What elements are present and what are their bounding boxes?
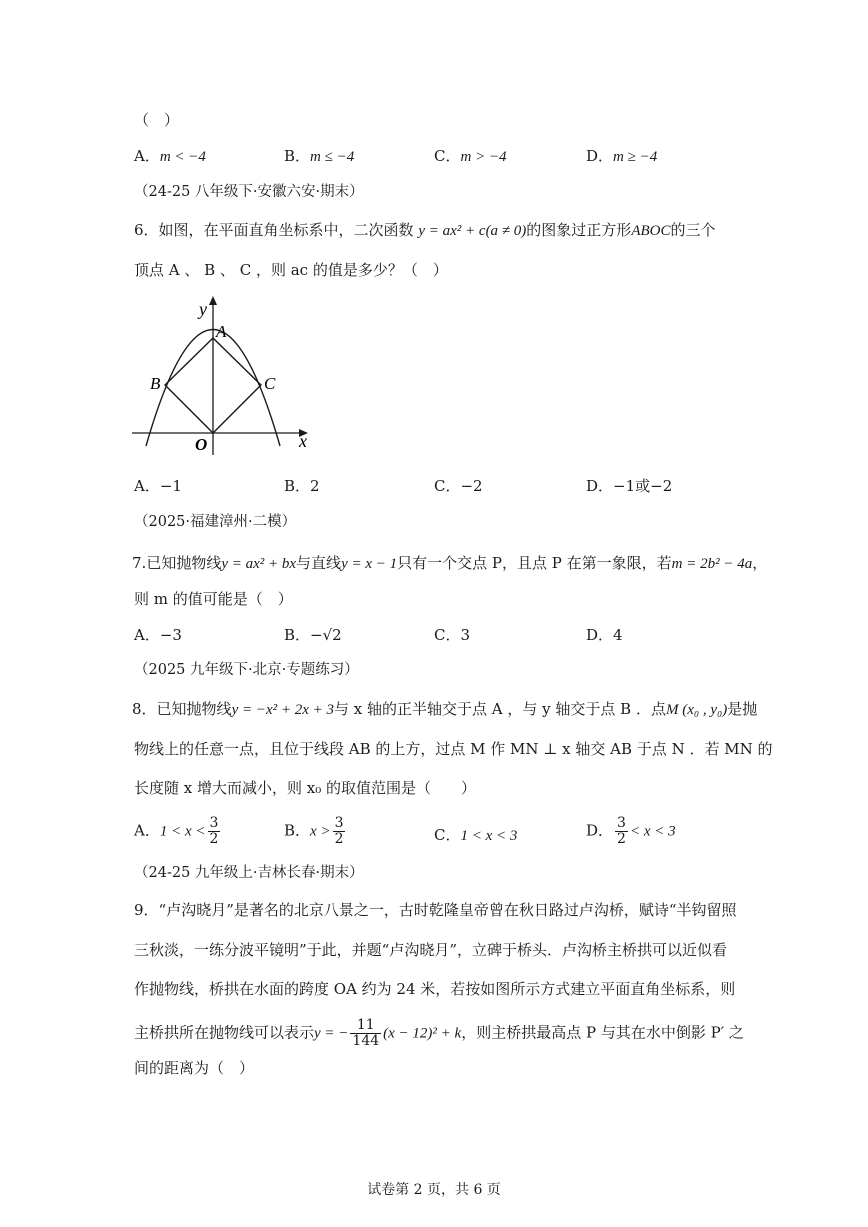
option-label: D． [586, 477, 614, 495]
q6-option-d [586, 475, 672, 497]
fraction-denominator: 144 [352, 1033, 380, 1049]
q7-text: ， [752, 554, 768, 572]
q9-text: ，则主桥拱最高点 P 与其在水中倒影 P′ 之 [461, 1023, 744, 1042]
q7-text: 只有一个交点 P，且点 P 在第一象限，若 [397, 554, 672, 572]
q6-text: 的三个 [670, 221, 716, 239]
q6-figure [127, 293, 317, 463]
option-label: D． [586, 626, 614, 644]
option-expr: m > −4 [460, 149, 507, 165]
option-label: A． [134, 626, 160, 644]
q7-parabola: y = ax² + bx [221, 556, 297, 572]
option-expr: 3 [460, 626, 471, 644]
q5-option-c [434, 145, 507, 168]
q8-stem-line2: 物线上的任意一点，且位于线段 AB 的上方，过点 M 作 MN ⊥ x 轴交 AB 于点 N ．若 MN 的 [134, 740, 773, 758]
q8-point-m: M (x₀ , y₀) [665, 702, 728, 718]
option-expr: −2 [460, 477, 483, 495]
q8-number: 8． [132, 700, 157, 718]
q9-stem-line4 [134, 1018, 744, 1049]
q6-number: 6． [134, 221, 159, 239]
point-b-label: B [150, 374, 161, 393]
fraction-denominator: 2 [617, 831, 626, 847]
q7-line: y = x − 1 [341, 556, 398, 572]
q5-option-d [586, 145, 657, 168]
q7-option-a [134, 624, 182, 646]
q6-text: 如图，在平面直角坐标系中，二次函数 [158, 221, 414, 239]
option-expr: 2 [310, 477, 320, 495]
q6-condition: (a ≠ 0) [485, 223, 527, 239]
q9-equation-rhs: (x − 12)² + k [383, 1025, 462, 1042]
fraction-numerator: 3 [334, 815, 344, 831]
q6-stem-line1 [134, 219, 716, 242]
q6-source: （24-25 八年级下·安徽六安·期末） [134, 184, 364, 200]
page-footer: 试卷第 2 页，共 6 页 [367, 1182, 501, 1198]
fraction-denominator: 2 [209, 831, 219, 847]
q8-text: 与 x 轴的正半轴交于点 A ，与 y 轴交于点 B ．点 [334, 700, 666, 718]
option-label: B． [284, 477, 311, 495]
q9-number: 9． [134, 901, 159, 919]
y-axis-arrow-icon [209, 296, 217, 305]
option-expr: −√2 [310, 626, 342, 644]
point-c-label: C [264, 374, 276, 393]
q9-stem-line5: 间的距离为（ ） [134, 1059, 255, 1077]
point-o-label: O [195, 435, 208, 454]
q9-stem-line3: 作抛物线，桥拱在水面的跨度 OA 约为 24 米，若按如图所示方式建立平面直角坐标系，则 [134, 980, 736, 998]
q8-stem-line1 [132, 698, 757, 721]
q6-text: 的图象过正方形 [526, 221, 632, 239]
q8-stem-line3: 长度随 x 增大而减小，则 x₀ 的取值范围是（ ） [134, 779, 477, 797]
q9-stem-line2: 三秋淡，一练分波平镜明”于此，并题“卢沟晓月”，立碑于桥头．卢沟桥主桥拱可以近似看 [134, 941, 728, 959]
q7-option-c [434, 624, 470, 646]
option-expr: m < −4 [159, 149, 206, 165]
q5-answer-bracket: （ ） [134, 111, 180, 129]
option-expr: < x < 3 [629, 823, 676, 840]
option-label: C． [434, 626, 461, 644]
q9-fraction [350, 1018, 381, 1049]
option-expr: 4 [613, 626, 623, 644]
fraction-numerator: 3 [617, 815, 626, 831]
q5-option-b [284, 145, 354, 168]
y-axis-label: y [199, 299, 207, 319]
q7-stem-line1 [132, 552, 767, 575]
q5-option-a [134, 145, 206, 168]
option-label: A． [134, 147, 160, 165]
q8-text: 已知抛物线 [156, 700, 232, 718]
q8-option-b [284, 816, 347, 847]
option-expr: x > [310, 823, 331, 840]
x-axis-label: x [299, 431, 307, 451]
q8-option-a [134, 816, 222, 847]
q8-source: （2025 九年级下·北京·专题练习） [134, 662, 359, 678]
q7-option-b [284, 624, 342, 646]
q9-stem-line1 [134, 899, 737, 921]
option-expr: −3 [159, 626, 182, 644]
q7-source: （2025·福建漳州·二模） [134, 514, 297, 530]
fraction [615, 816, 628, 847]
fraction [208, 816, 221, 847]
option-label: D． [586, 821, 614, 840]
q6-option-c [434, 475, 483, 497]
q6-option-b [284, 475, 320, 497]
option-label: B． [284, 147, 311, 165]
fraction-numerator: 3 [209, 815, 219, 831]
q8-option-c [434, 824, 517, 847]
option-expr: m ≥ −4 [613, 149, 658, 165]
option-label: A． [134, 821, 160, 840]
q8-parabola: y = −x² + 2x + 3 [231, 702, 335, 718]
q6-stem-line2: 顶点 A 、 B 、 C ，则 ac 的值是多少？（ ） [134, 261, 448, 279]
q6-square: ABOC [631, 223, 671, 239]
option-label: C． [434, 826, 461, 844]
q7-text: 已知抛物线 [146, 554, 222, 572]
q7-option-d [586, 624, 623, 646]
q9-text: “卢沟晓月”是著名的北京八景之一，古时乾隆皇帝曾在秋日路过卢沟桥，赋诗“半钩留照 [158, 901, 737, 919]
option-expr: 1 < x < [159, 823, 206, 840]
fraction-denominator: 2 [334, 831, 344, 847]
q6-option-a [134, 475, 182, 497]
q6-function: y = ax² + c [418, 223, 486, 239]
q7-stem-line2: 则 m 的值可能是（ ） [134, 590, 293, 608]
option-label: B． [284, 626, 311, 644]
option-expr: −1或−2 [613, 477, 673, 495]
fraction [333, 816, 346, 847]
q7-text: 与直线 [296, 554, 342, 572]
q8-option-d [586, 816, 676, 847]
point-a-label: A [216, 322, 227, 341]
option-label: C． [434, 477, 461, 495]
option-expr: m ≤ −4 [310, 149, 355, 165]
option-expr: 1 < x < 3 [460, 828, 518, 844]
q9-source: （24-25 九年级上·吉林长春·期末） [134, 865, 364, 881]
q7-number: 7. [132, 554, 147, 572]
q9-equation-lhs: y = − [314, 1025, 349, 1042]
option-expr: −1 [159, 477, 182, 495]
q9-text: 主桥拱所在抛物线可以表示 [134, 1023, 315, 1042]
option-label: A． [134, 477, 160, 495]
option-label: C． [434, 147, 461, 165]
option-label: D． [586, 147, 614, 165]
option-label: B． [284, 821, 311, 840]
fraction-numerator: 11 [350, 1018, 381, 1034]
q7-m-expr: m = 2b² − 4a [671, 556, 753, 572]
q8-text: 是抛 [727, 700, 758, 718]
